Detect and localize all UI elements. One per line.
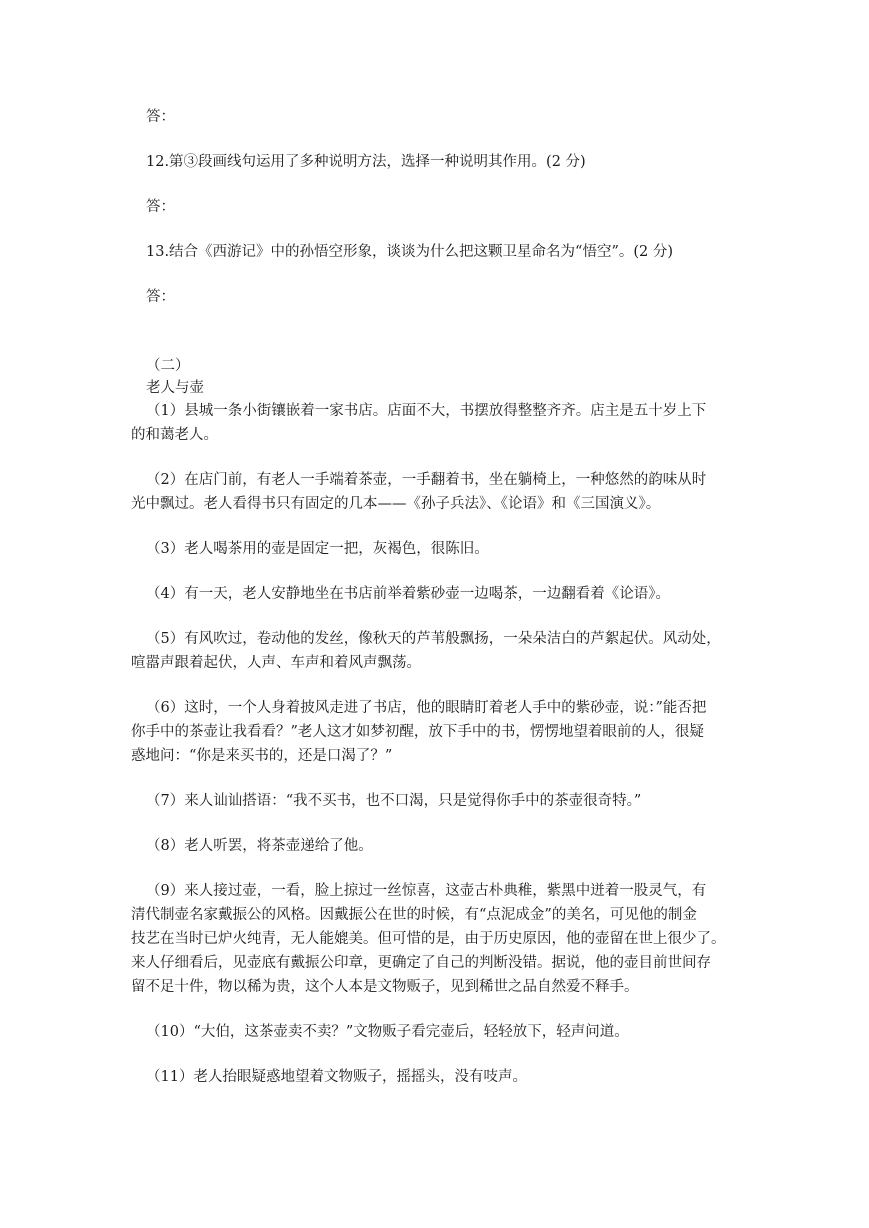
paragraph-4: （4）有一天，老人安静地坐在书店前举着紫砂壶一边喝茶，一边翻看着《论语》。 <box>146 586 670 602</box>
paragraph-6-line-1: （6）这时，一个人身着披风走进了书店，他的眼睛盯着老人手中的紫砂壶，说：”能否把 <box>146 700 707 716</box>
question-13: 13.结合《西游记》中的孙悟空形象，谈谈为什么把这颗卫星命名为“悟空”。(2 分) <box>146 244 674 260</box>
paragraph-2-line-1: （2）在店门前，有老人一手端着茶壶，一手翻着书，坐在躺椅上，一种悠然的韵味从时 <box>146 472 707 488</box>
paragraph-5-line-2: 喧嚣声跟着起伏，人声、车声和着风声飘荡。 <box>131 655 421 671</box>
paragraph-8: （8）老人听罢，将茶壶递给了他。 <box>146 838 373 854</box>
paragraph-1-line-1: （1）县城一条小街镶嵌着一家书店。店面不大，书摆放得整整齐齐。店主是五十岁上下 <box>146 403 707 419</box>
paragraph-9-line-3: 技艺在当时已炉火纯青，无人能媲美。但可惜的是，由于历史原因，他的壶留在世上很少了。 <box>131 931 726 947</box>
paragraph-7: （7）来人讪讪搭语：“我不买书，也不口渴，只是觉得你手中的茶壶很奇特。” <box>146 793 642 809</box>
paragraph-6-line-3: 惑地问：“你是来买书的，还是口渴了？” <box>131 748 393 764</box>
paragraph-3: （3）老人喝茶用的壶是固定一把，灰褐色，很陈旧。 <box>146 541 489 557</box>
paragraph-6-line-2: 你手中的茶壶让我看看？”老人这才如梦初醒，放下手中的书，愣愣地望着眼前的人，很疑 <box>131 724 704 740</box>
paragraph-9-line-1: （9）来人接过壶，一看，脸上掠过一丝惊喜，这壶古朴典稚，紫黑中迸着一股灵气，有 <box>146 883 707 899</box>
paragraph-9-line-5: 留不足十件，物以稀为贵，这个人本是文物贩子，见到稀世之品自然爱不释手。 <box>131 979 639 995</box>
paragraph-10: （10）“大伯，这茶壶卖不卖？”文物贩子看完壶后，轻轻放下，轻声问道。 <box>146 1024 629 1040</box>
paragraph-2-line-2: 光中飘过。老人看得书只有固定的几本——《孙子兵法》、《论语》和《三国演义》。 <box>131 496 661 512</box>
paragraph-9-line-2: 清代制壶名家戴振公的风格。因戴振公在世的时候，有“点泥成金”的美名，可见他的制金 <box>131 907 697 923</box>
section-title: 老人与壶 <box>146 380 204 396</box>
section-number: （二） <box>146 358 190 374</box>
question-12: 12.第③段画线句运用了多种说明方法，选择一种说明其作用。(2 分) <box>146 154 586 170</box>
paragraph-5-line-1: （5）有风吹过，卷动他的发丝，像秋天的芦苇般飘扬，一朵朵洁白的芦絮起伏。风动处， <box>146 631 721 647</box>
paragraph-11: （11）老人抬眼疑惑地望着文物贩子，摇摇头，没有吱声。 <box>146 1069 527 1085</box>
answer-line-11: 答： <box>146 109 175 125</box>
paragraph-9-line-4: 来人仔细看后，见壶底有戴振公印章，更确定了自己的判断没错。据说，他的壶目前世间存 <box>131 955 711 971</box>
paragraph-1-line-2: 的和蔼老人。 <box>131 427 218 443</box>
answer-line-13: 答： <box>146 289 175 305</box>
answer-line-12: 答： <box>146 199 175 215</box>
